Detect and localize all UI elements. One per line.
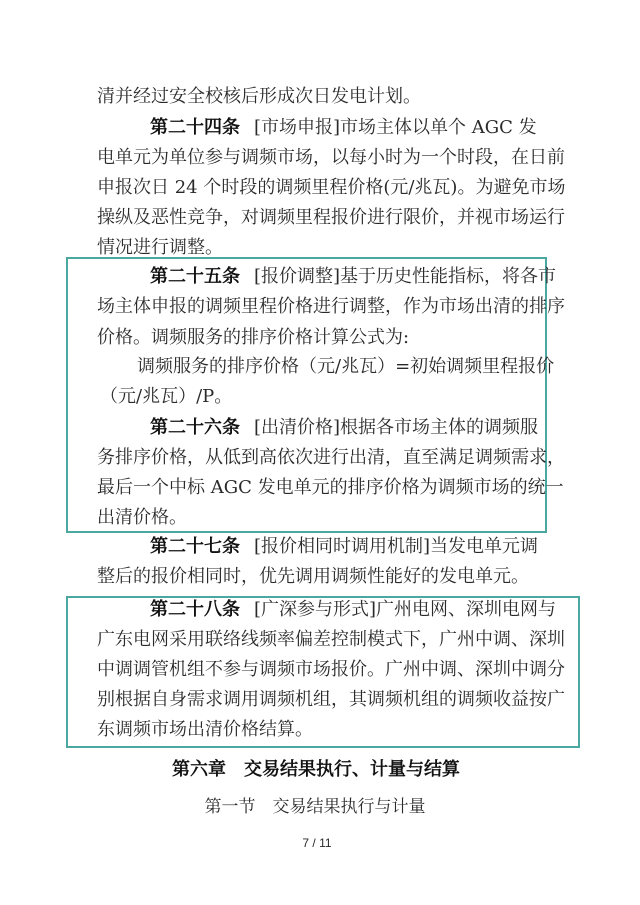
article-text: 电单元为单位参与调频市场，以每小时为一个时段，在日前	[97, 147, 565, 168]
article-text: [出清价格]根据各市场主体的调频服	[254, 417, 539, 438]
article-text: 情况进行调整。	[97, 237, 223, 258]
intro-line: 清并经过安全校核后形成次日发电计划。	[97, 86, 421, 107]
article-text: 务排序价格，从低到高依次进行出清，直至满足调频需求，	[97, 447, 565, 468]
article-heading: 第二十六条	[150, 417, 240, 438]
article-text: [报价相同时调用机制]当发电单元调	[254, 536, 539, 557]
formula-text: 调频服务的排序价格（元/兆瓦）=初始调频里程报价	[137, 356, 555, 377]
article-text: 东调频市场出清价格结算。	[97, 719, 313, 740]
article-heading: 第二十四条	[150, 117, 240, 138]
article-text: [广深参与形式]广州电网、深圳电网与	[254, 599, 557, 620]
article-text: 价格。调频服务的排序价格计算公式为:	[97, 327, 410, 348]
page-number: 7 / 11	[302, 836, 332, 850]
article-text: 申报次日 24 个时段的调频里程价格(元/兆瓦)。为避免市场	[97, 177, 566, 198]
article-text: [报价调整]基于历史性能指标，将各市	[254, 266, 557, 287]
article-text: 别根据自身需求调用调频机组，其调频机组的调频收益按广	[97, 689, 565, 710]
article-text: [市场申报]市场主体以单个 AGC 发	[254, 117, 537, 138]
article-text: 整后的报价相同时，优先调用调频性能好的发电单元。	[97, 566, 529, 587]
article-text: 出清价格。	[97, 507, 187, 528]
article-text: 场主体申报的调频里程价格进行调整，作为市场出清的排序	[97, 296, 565, 317]
formula-text: （元/兆瓦）/P。	[100, 386, 233, 407]
article-heading: 第二十五条	[150, 266, 240, 287]
article-text: 广东电网采用联络线频率偏差控制模式下，广州中调、深圳	[97, 629, 565, 650]
article-text: 操纵及恶性竞争，对调频里程报价进行限价，并视市场运行	[97, 207, 565, 228]
article-heading: 第二十八条	[150, 599, 240, 620]
article-text: 最后一个中标 AGC 发电单元的排序价格为调频市场的统一	[97, 477, 564, 498]
section-title: 第一节 交易结果执行与计量	[204, 797, 426, 817]
article-text: 中调调管机组不参与调频市场报价。广州中调、深圳中调分	[97, 659, 565, 680]
chapter-title: 第六章 交易结果执行、计量与结算	[172, 759, 460, 780]
article-heading: 第二十七条	[150, 536, 240, 557]
